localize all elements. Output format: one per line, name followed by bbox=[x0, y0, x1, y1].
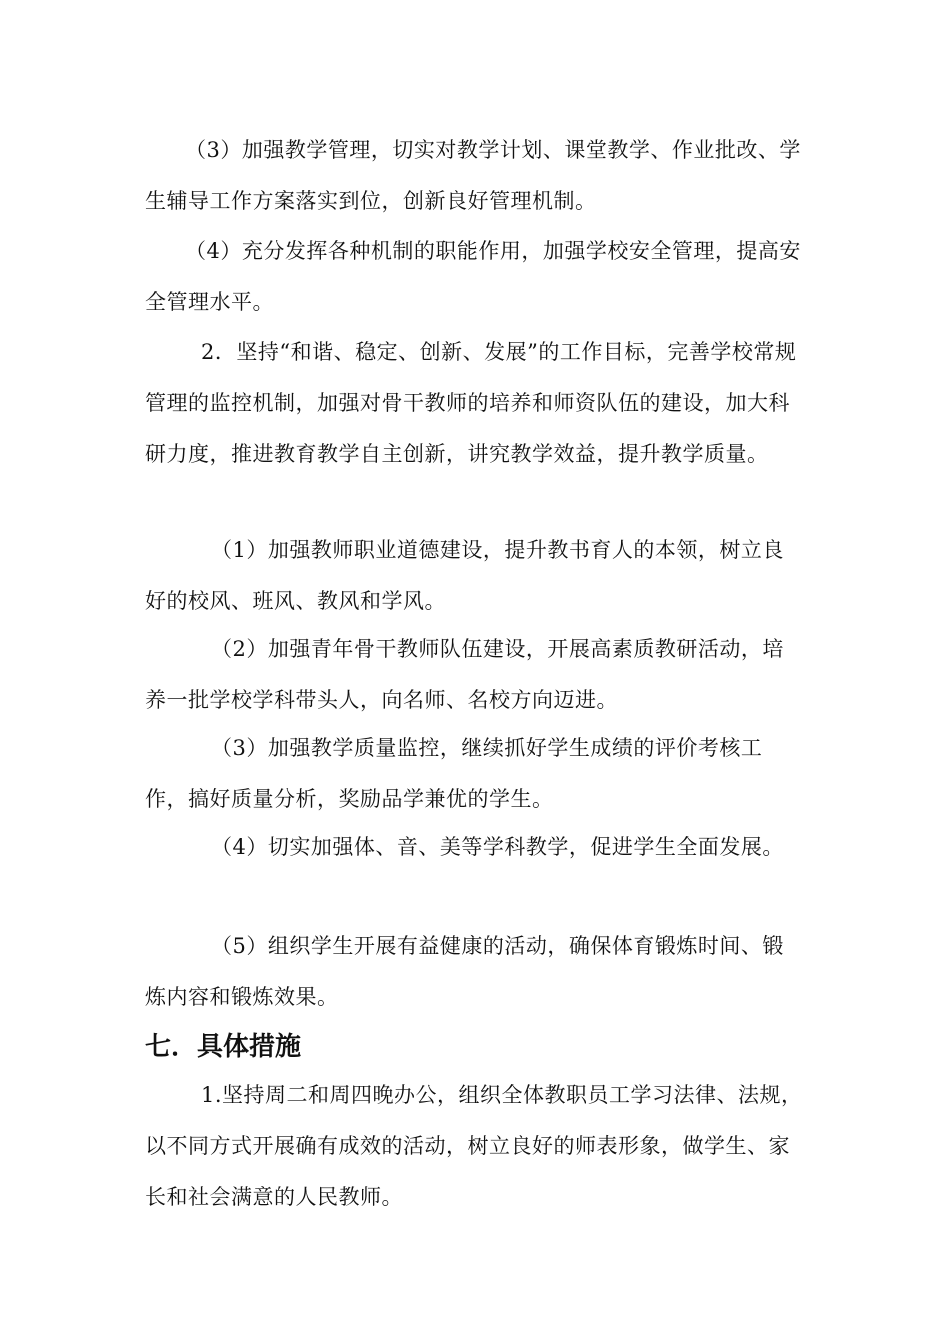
paragraph-2-work-goal: 2．坚持“和谐、稳定、创新、发展”的工作目标，完善学校常规管理的监控机制，加强对骨干教师的培养和师资队伍的建设，加大科研力度，推进教育教学自主创新，讲究教学效益，提升教学质量。 bbox=[145, 340, 797, 466]
section-heading: 七．具体措施 bbox=[145, 1032, 302, 1062]
measure-paragraph-1: 1.坚持周二和周四晚办公，组织全体教职员工学习法律、法规，以不同方式开展确有成效的活动，树立良好的师表形象，做学生、家长和社会满意的人民教师。 bbox=[145, 1083, 803, 1209]
paragraph-4-safety-management: （4）充分发挥各种机制的职能作用，加强学校安全管理，提高安全管理水平。 bbox=[145, 239, 801, 314]
paragraph-3-quality-monitoring: （3）加强教学质量监控，继续抓好学生成绩的评价考核工作，搞好质量分析，奖励品学兼优的学生。 bbox=[145, 736, 763, 811]
paragraph-2-young-teachers: （2）加强青年骨干教师队伍建设，开展高素质教研活动，培养一批学校学科带头人，向名师、名校方向迈进。 bbox=[145, 637, 784, 712]
paragraph-1-teacher-ethics: （1）加强教师职业道德建设，提升教书育人的本领，树立良好的校风、班风、教风和学风。 bbox=[145, 538, 784, 613]
paragraph-3-teaching-management: （3）加强教学管理，切实对教学计划、课堂教学、作业批改、学生辅导工作方案落实到位，创新良好管理机制。 bbox=[145, 138, 801, 213]
paragraph-5-healthy-activities: （5）组织学生开展有益健康的活动，确保体育锻炼时间、锻炼内容和锻炼效果。 bbox=[145, 934, 784, 1009]
paragraph-4-arts-sports: （4）切实加强体、音、美等学科教学，促进学生全面发展。 bbox=[211, 835, 784, 859]
